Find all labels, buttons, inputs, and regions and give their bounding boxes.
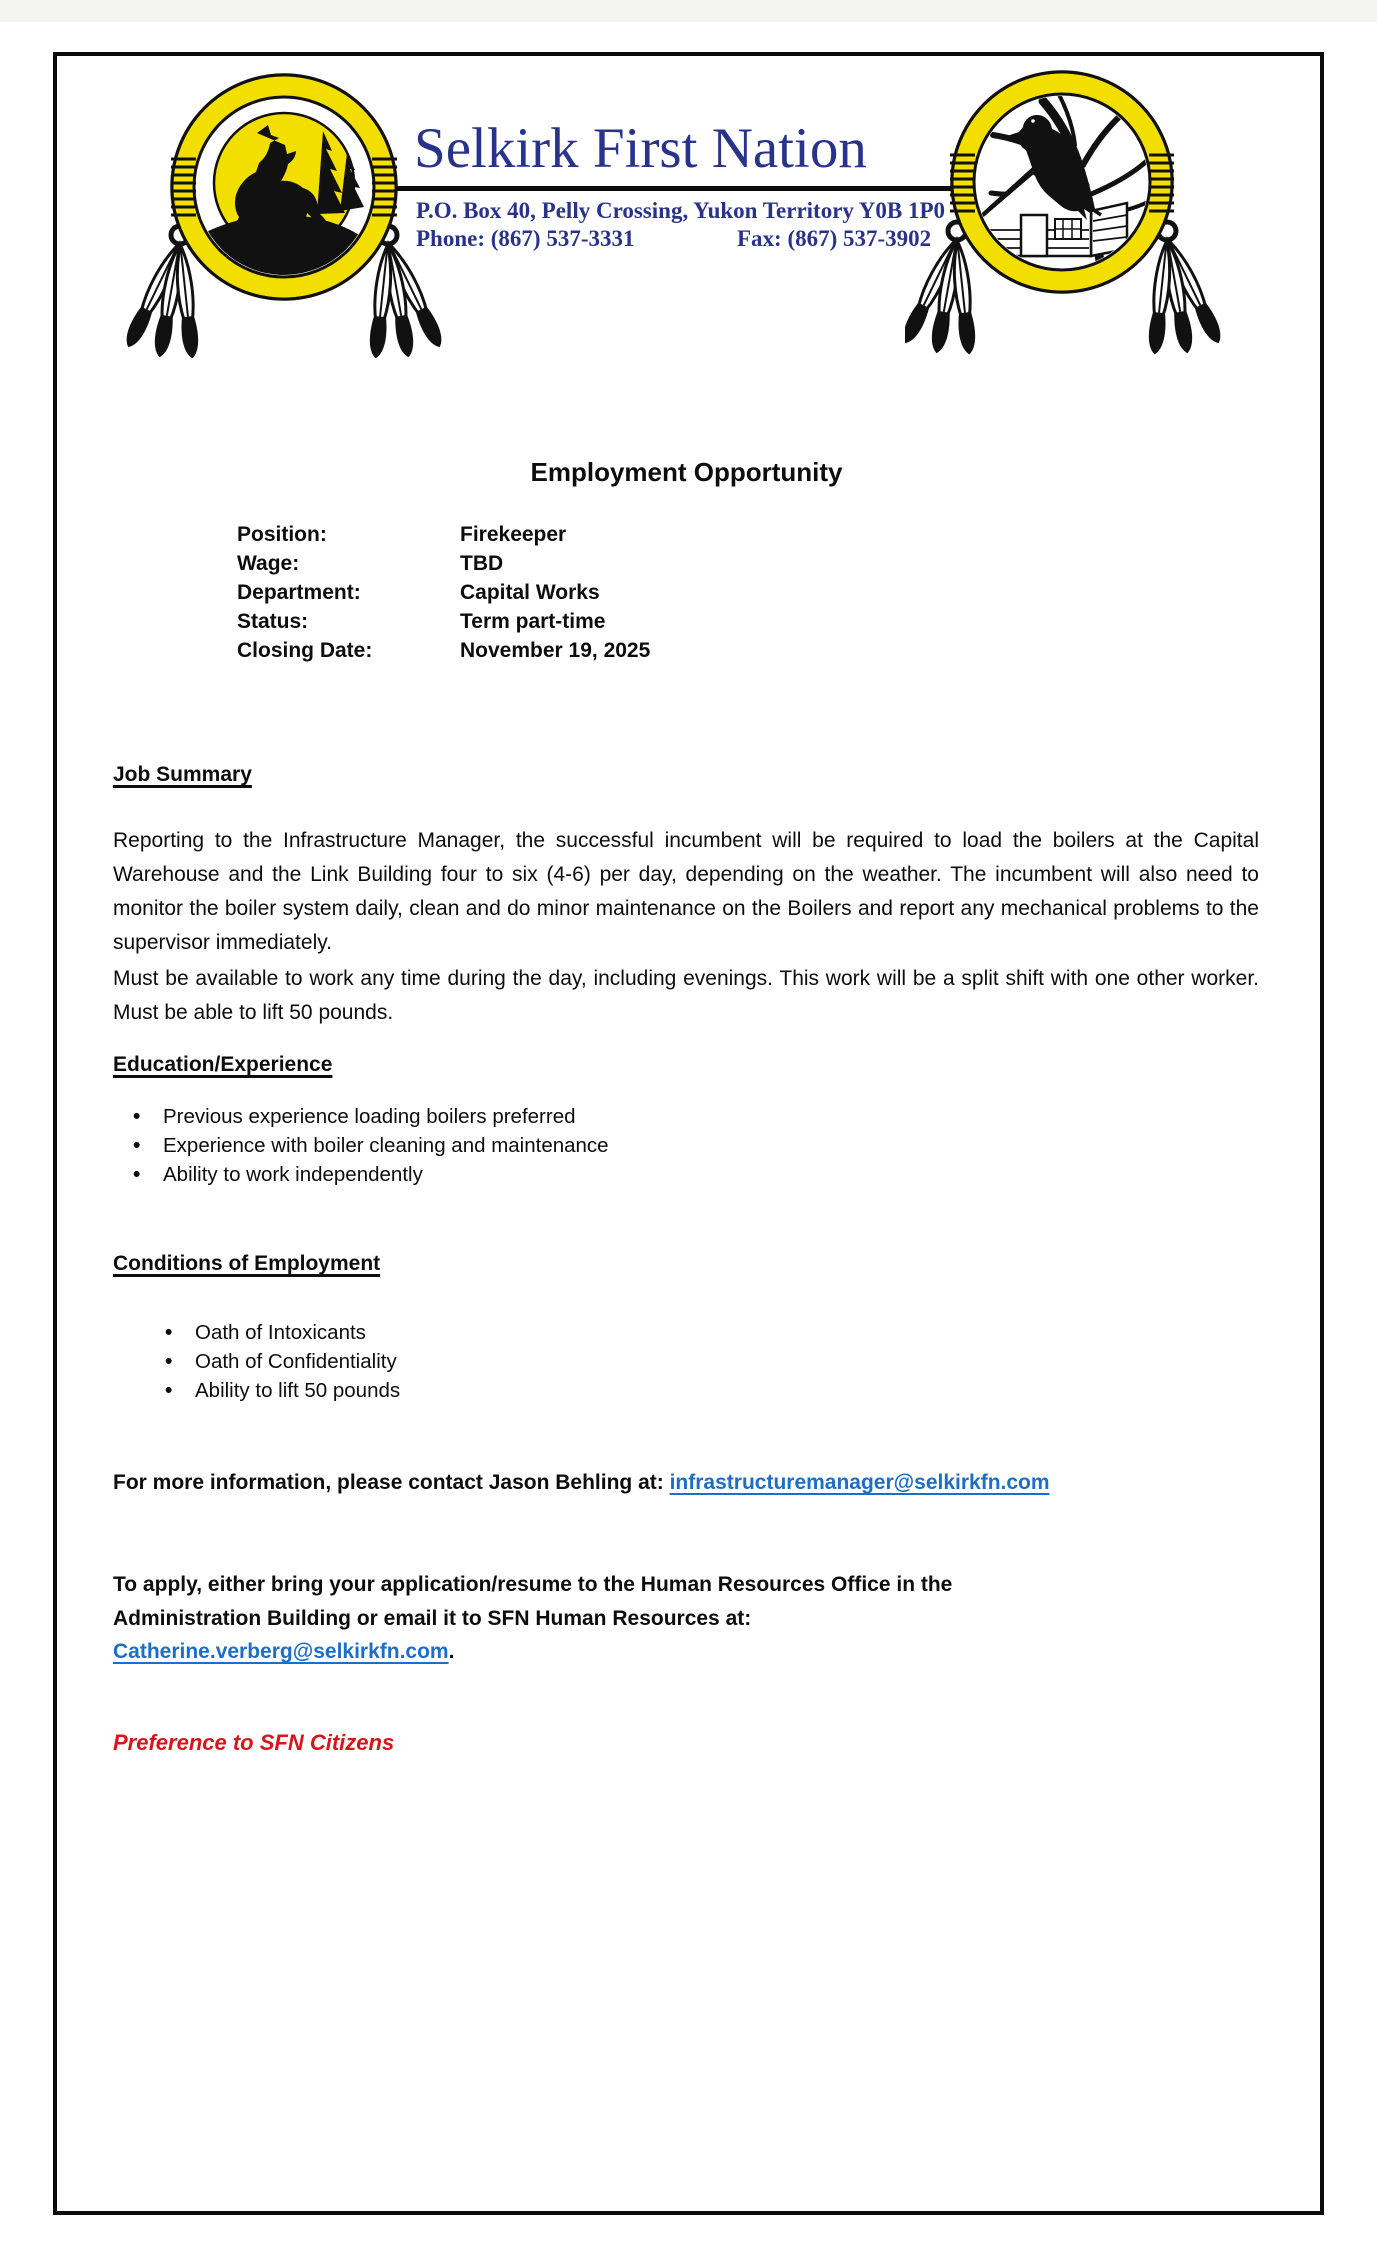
page-title: Employment Opportunity [530,457,843,487]
list-item: • Previous experience loading boilers preferred [133,1102,609,1131]
bullet-icon [133,1131,140,1160]
period: . [448,1640,455,1663]
education-heading: Education/Experience [113,1053,333,1076]
bullet-icon [165,1318,172,1347]
apply-instructions [113,1568,1123,1669]
org-fax: Fax: (867) 537-3902 [737,226,932,251]
infrastructure-manager-email-link[interactable]: infrastructuremanager@selkirkfn.com [669,1471,1050,1494]
detail-label: Status: [237,610,309,633]
list-item: • Oath of Confidentiality [165,1347,400,1376]
detail-label: Wage: [237,552,300,575]
education-list [133,1102,609,1189]
job-summary-paragraph-1: Reporting to the Infrastructure Manager, the successful incumbent will be required to load the boilers at the Capital Warehouse and the Link Building four to six (4-6) per day, depending on the weather. The incumbent will also need to monitor the boiler system daily, clean and do minor maintenance on the Boilers and report any mechanical problems to the supervisor immediately. [113,829,1259,954]
job-summary-heading: Job Summary [113,763,252,786]
bullet-icon [165,1376,172,1405]
detail-row [237,636,650,665]
detail-value: Capital Works [460,581,600,604]
scan-artifact-band [0,0,1377,22]
detail-value: November 19, 2025 [460,639,651,662]
org-name: Selkirk First Nation [414,117,867,180]
conditions-heading: Conditions of Employment [113,1252,381,1275]
apply-line-2: Administration Building or email it to SFN Human Resources at: [113,1606,752,1630]
detail-row [237,607,650,636]
header-rule [393,186,958,191]
detail-value: Term part-time [460,610,606,633]
detail-row [237,520,650,549]
bullet-icon [165,1347,172,1376]
feather-cluster-right [1147,222,1226,355]
list-item: • Oath of Intoxicants [165,1318,400,1347]
detail-value: TBD [460,552,504,575]
detail-label: Position: [237,523,327,546]
list-item: • Ability to lift 50 pounds [165,1376,400,1405]
contact-text: For more information, please contact Jason Behling at: [113,1471,670,1494]
detail-row [237,578,650,607]
detail-value: Firekeeper [460,523,567,546]
org-address: P.O. Box 40, Pelly Crossing, Yukon Territory Y0B 1P0 [416,198,946,223]
conditions-list [165,1318,400,1405]
apply-line-3 [113,1635,1123,1669]
apply-line-1: To apply, either bring your application/resume to the Human Resources Office in the [113,1573,953,1596]
detail-label: Department: [237,581,361,604]
wolf-emblem-icon [85,45,465,375]
preference-note: Preference to SFN Citizens [113,1730,395,1755]
job-summary-paragraph-2: Must be available to work any time during the day, including evenings. This work will be a split shift with one other worker. Must be able to lift 50 pounds. [113,967,1259,1024]
hr-email-link[interactable]: Catherine.verberg@selkirkfn.com [113,1640,449,1663]
bullet-icon [133,1102,140,1131]
list-item: • Experience with boiler cleaning and maintenance [133,1131,609,1160]
contact-line [113,1468,1263,1498]
detail-label: Closing Date: [237,639,373,662]
detail-row [237,549,650,578]
bullet-icon [133,1160,140,1189]
org-phone: Phone: (867) 537-3331 [416,226,635,251]
list-item: • Ability to work independently [133,1160,609,1189]
position-details [237,520,650,665]
